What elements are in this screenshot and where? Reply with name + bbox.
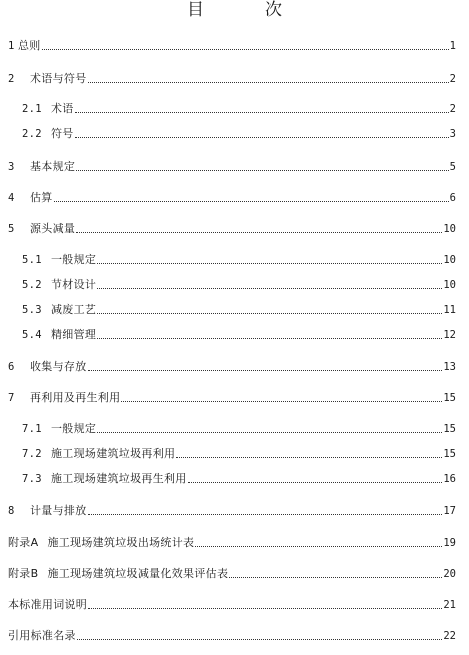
dot-leader: [97, 263, 442, 264]
dot-leader: [88, 514, 443, 515]
dot-leader: [176, 457, 442, 458]
dot-leader: [76, 232, 442, 233]
dot-leader: [88, 82, 449, 83]
entry-number: 2.2: [22, 128, 42, 140]
entry-number: 7.3: [22, 473, 42, 485]
entry-number: 2: [8, 73, 15, 85]
entry-page-number: 10: [443, 279, 456, 291]
toc-entry-cited-standards[interactable]: [8, 629, 456, 643]
toc-entry-appendix-a[interactable]: [8, 536, 456, 550]
dot-leader: [54, 201, 449, 202]
entry-page-number: 17: [443, 505, 456, 517]
entry-title: 术语与符号: [30, 72, 87, 85]
dot-leader: [77, 639, 443, 640]
entry-title: 符号: [51, 127, 74, 140]
entry-title: 施工现场建筑垃圾再利用: [51, 447, 176, 460]
dot-leader: [75, 137, 449, 138]
dot-leader: [97, 338, 442, 339]
entry-page-number: 1: [449, 40, 456, 52]
toc-entry-8[interactable]: [8, 504, 456, 518]
entry-number: 附录A: [8, 536, 39, 549]
entry-title: 引用标准名录: [8, 629, 76, 642]
dot-leader: [88, 370, 443, 371]
entry-number: 7.1: [22, 423, 42, 435]
entry-title: 估算: [30, 191, 53, 204]
toc-entry-5-3[interactable]: [22, 303, 456, 317]
dot-leader: [97, 288, 442, 289]
entry-page-number: 3: [449, 128, 456, 140]
toc-entry-2-2[interactable]: [22, 127, 456, 141]
entry-title: 收集与存放: [30, 360, 87, 373]
entry-number: 7.2: [22, 448, 42, 460]
entry-number: 2.1: [22, 103, 42, 115]
entry-title: 基本规定: [30, 160, 76, 173]
toc-entry-word-usage[interactable]: [8, 598, 456, 612]
entry-number: 5: [8, 223, 15, 235]
entry-title: 施工现场建筑垃圾出场统计表: [47, 536, 195, 549]
entry-title: 源头减量: [30, 222, 76, 235]
entry-number: 5.3: [22, 304, 42, 316]
dot-leader: [229, 577, 442, 578]
toc-entry-7-3[interactable]: [22, 472, 456, 486]
entry-number: 8: [8, 505, 15, 517]
toc-entry-appendix-b[interactable]: [8, 567, 456, 581]
entry-page-number: 15: [443, 423, 456, 435]
entry-title: 施工现场建筑垃圾减量化效果评估表: [47, 567, 229, 580]
entry-number: 6: [8, 361, 15, 373]
entry-title: 精细管理: [51, 328, 97, 341]
entry-title: 一般规定: [51, 253, 97, 266]
toc-entry-4[interactable]: [8, 191, 456, 205]
toc-entry-2[interactable]: [8, 72, 456, 86]
entry-number: 附录B: [8, 567, 39, 580]
entry-title: 计量与排放: [30, 504, 87, 517]
entry-page-number: 11: [443, 304, 456, 316]
entry-page-number: 19: [443, 537, 456, 549]
entry-number: 4: [8, 192, 15, 204]
entry-number: 5.1: [22, 254, 42, 266]
entry-page-number: 22: [443, 630, 456, 642]
entry-title: 减废工艺: [51, 303, 97, 316]
entry-page-number: 10: [443, 254, 456, 266]
entry-page-number: 5: [449, 161, 456, 173]
dot-leader: [195, 546, 442, 547]
dot-leader: [97, 313, 442, 314]
toc-entry-5-2[interactable]: [22, 278, 456, 292]
entry-page-number: 20: [443, 568, 456, 580]
toc-entry-5-4[interactable]: [22, 328, 456, 342]
dot-leader: [42, 49, 449, 50]
entry-title: 本标准用词说明: [8, 598, 88, 611]
toc-entry-7-2[interactable]: [22, 447, 456, 461]
entry-page-number: 15: [443, 448, 456, 460]
dot-leader: [97, 432, 442, 433]
entry-number: 3: [8, 161, 15, 173]
entry-title: 术语: [51, 102, 74, 115]
entry-number: 5.4: [22, 329, 42, 341]
toc-entry-7-1[interactable]: [22, 422, 456, 436]
toc-entry-6[interactable]: [8, 360, 456, 374]
toc-entry-5-1[interactable]: [22, 253, 456, 267]
toc-entry-3[interactable]: [8, 160, 456, 174]
toc-entry-7[interactable]: [8, 391, 456, 405]
dot-leader: [75, 112, 449, 113]
entry-page-number: 13: [443, 361, 456, 373]
entry-title: 再利用及再生利用: [30, 391, 121, 404]
entry-page-number: 16: [443, 473, 456, 485]
entry-number: 1: [8, 40, 15, 52]
dot-leader: [76, 170, 448, 171]
entry-page-number: 15: [443, 392, 456, 404]
toc-entry-5[interactable]: [8, 222, 456, 236]
dot-leader: [188, 482, 443, 483]
toc-entry-2-1[interactable]: [22, 102, 456, 116]
dot-leader: [88, 608, 442, 609]
page-title: 目 次: [187, 0, 304, 20]
entry-page-number: 21: [443, 599, 456, 611]
entry-page-number: 12: [443, 329, 456, 341]
entry-number: 5.2: [22, 279, 42, 291]
entry-page-number: 10: [443, 223, 456, 235]
entry-page-number: 2: [449, 73, 456, 85]
entry-title: 一般规定: [51, 422, 97, 435]
entry-page-number: 6: [449, 192, 456, 204]
entry-page-number: 2: [449, 103, 456, 115]
entry-title: 总则: [18, 39, 41, 52]
toc-entry-1[interactable]: [8, 39, 456, 53]
entry-title: 节材设计: [51, 278, 97, 291]
entry-title: 施工现场建筑垃圾再生利用: [51, 472, 187, 485]
entry-number: 7: [8, 392, 15, 404]
dot-leader: [121, 401, 442, 402]
